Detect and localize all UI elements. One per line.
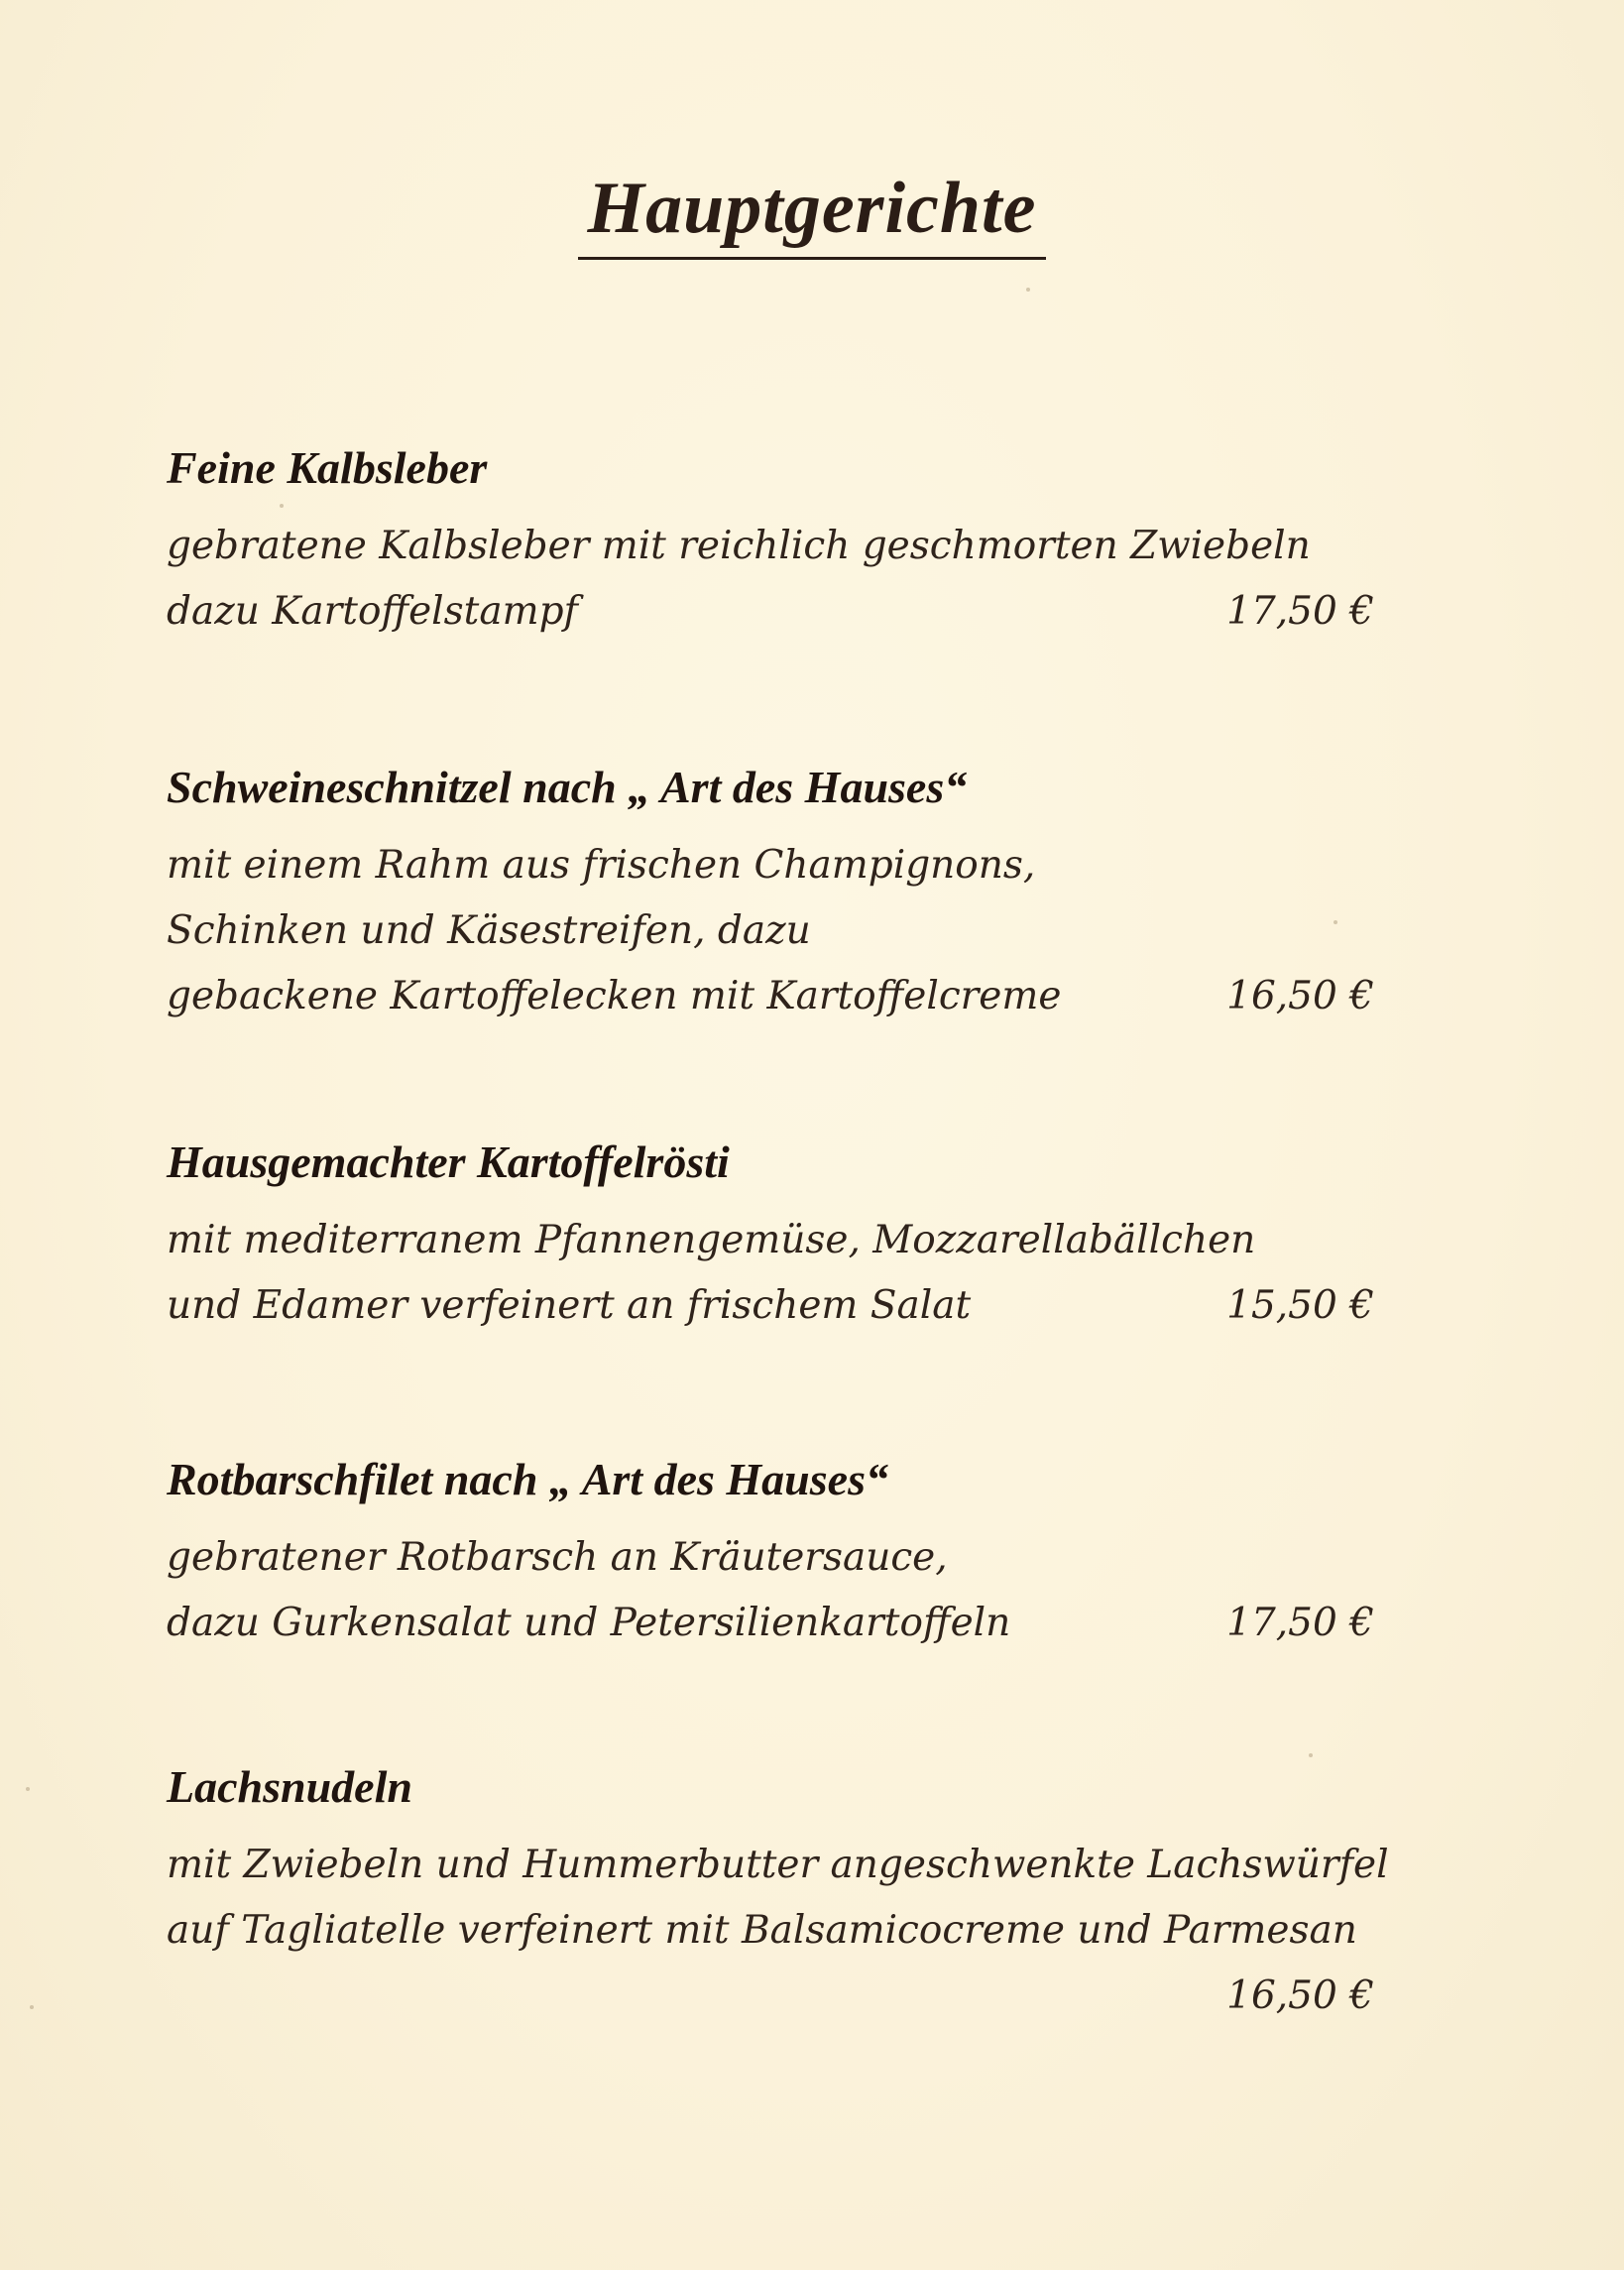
dish-name: Lachsnudeln bbox=[167, 1761, 412, 1812]
dish-price: 17,50 € bbox=[1226, 589, 1374, 634]
dish-description-text: dazu Gurkensalat und Petersilienkartoffeln bbox=[167, 1601, 1011, 1645]
dish-price: 17,50 € bbox=[1226, 1601, 1374, 1645]
dish-description-text: gebackene Kartoffelecken mit Kartoffelcreme bbox=[167, 974, 1062, 1018]
dish-description-line: mit einem Rahm aus frischen Champignons, bbox=[167, 843, 1036, 888]
dish-price: 16,50 € bbox=[1226, 1973, 1374, 2018]
paper-speck bbox=[1026, 288, 1030, 292]
dish-description-line bbox=[167, 579, 1406, 645]
dish-description-line bbox=[167, 1273, 1406, 1339]
dish-name: Rotbarschfilet nach „ Art des Hauses“ bbox=[167, 1454, 888, 1504]
dish-rotbarschfilet bbox=[167, 1448, 1406, 1656]
dish-description-line bbox=[167, 1591, 1406, 1656]
dish-feine-kalbsleber bbox=[167, 436, 1406, 645]
dish-price: 15,50 € bbox=[1226, 1283, 1374, 1328]
paper-speck bbox=[30, 2005, 34, 2009]
dish-description-line: mit Zwiebeln und Hummerbutter angeschwenkte Lachswürfel bbox=[167, 1843, 1389, 1887]
dish-name: Schweineschnitzel nach „ Art des Hauses“ bbox=[167, 762, 968, 812]
dish-name: Hausgemachter Kartoffelrösti bbox=[167, 1136, 730, 1187]
dish-lachsnudeln bbox=[167, 1755, 1406, 2029]
paper-speck bbox=[26, 1787, 30, 1791]
dish-schweineschnitzel bbox=[167, 756, 1406, 1029]
dish-description-line: gebratene Kalbsleber mit reichlich geschmorten Zwiebeln bbox=[167, 524, 1311, 568]
paper-speck bbox=[1334, 920, 1337, 924]
dish-description-line: gebratener Rotbarsch an Kräutersauce, bbox=[167, 1535, 948, 1580]
dish-description-line bbox=[167, 964, 1406, 1029]
paper-speck bbox=[1309, 1753, 1313, 1757]
dish-description-line: mit mediterranem Pfannengemüse, Mozzarellabällchen bbox=[167, 1218, 1256, 1262]
dish-description-text: dazu Kartoffelstampf bbox=[167, 589, 578, 634]
dish-price: 16,50 € bbox=[1226, 974, 1374, 1018]
dish-description-line: Schinken und Käsestreifen, dazu bbox=[167, 908, 811, 953]
menu-title-text: Hauptgerichte bbox=[578, 167, 1047, 260]
dish-name: Feine Kalbsleber bbox=[167, 442, 488, 493]
dish-description-text: und Edamer verfeinert an frischem Salat bbox=[167, 1283, 972, 1328]
dish-description-line: auf Tagliatelle verfeinert mit Balsamicocreme und Parmesan bbox=[167, 1908, 1357, 1953]
paper-speck bbox=[280, 504, 284, 508]
menu-title bbox=[0, 167, 1624, 260]
dish-kartoffelroesti bbox=[167, 1131, 1406, 1339]
